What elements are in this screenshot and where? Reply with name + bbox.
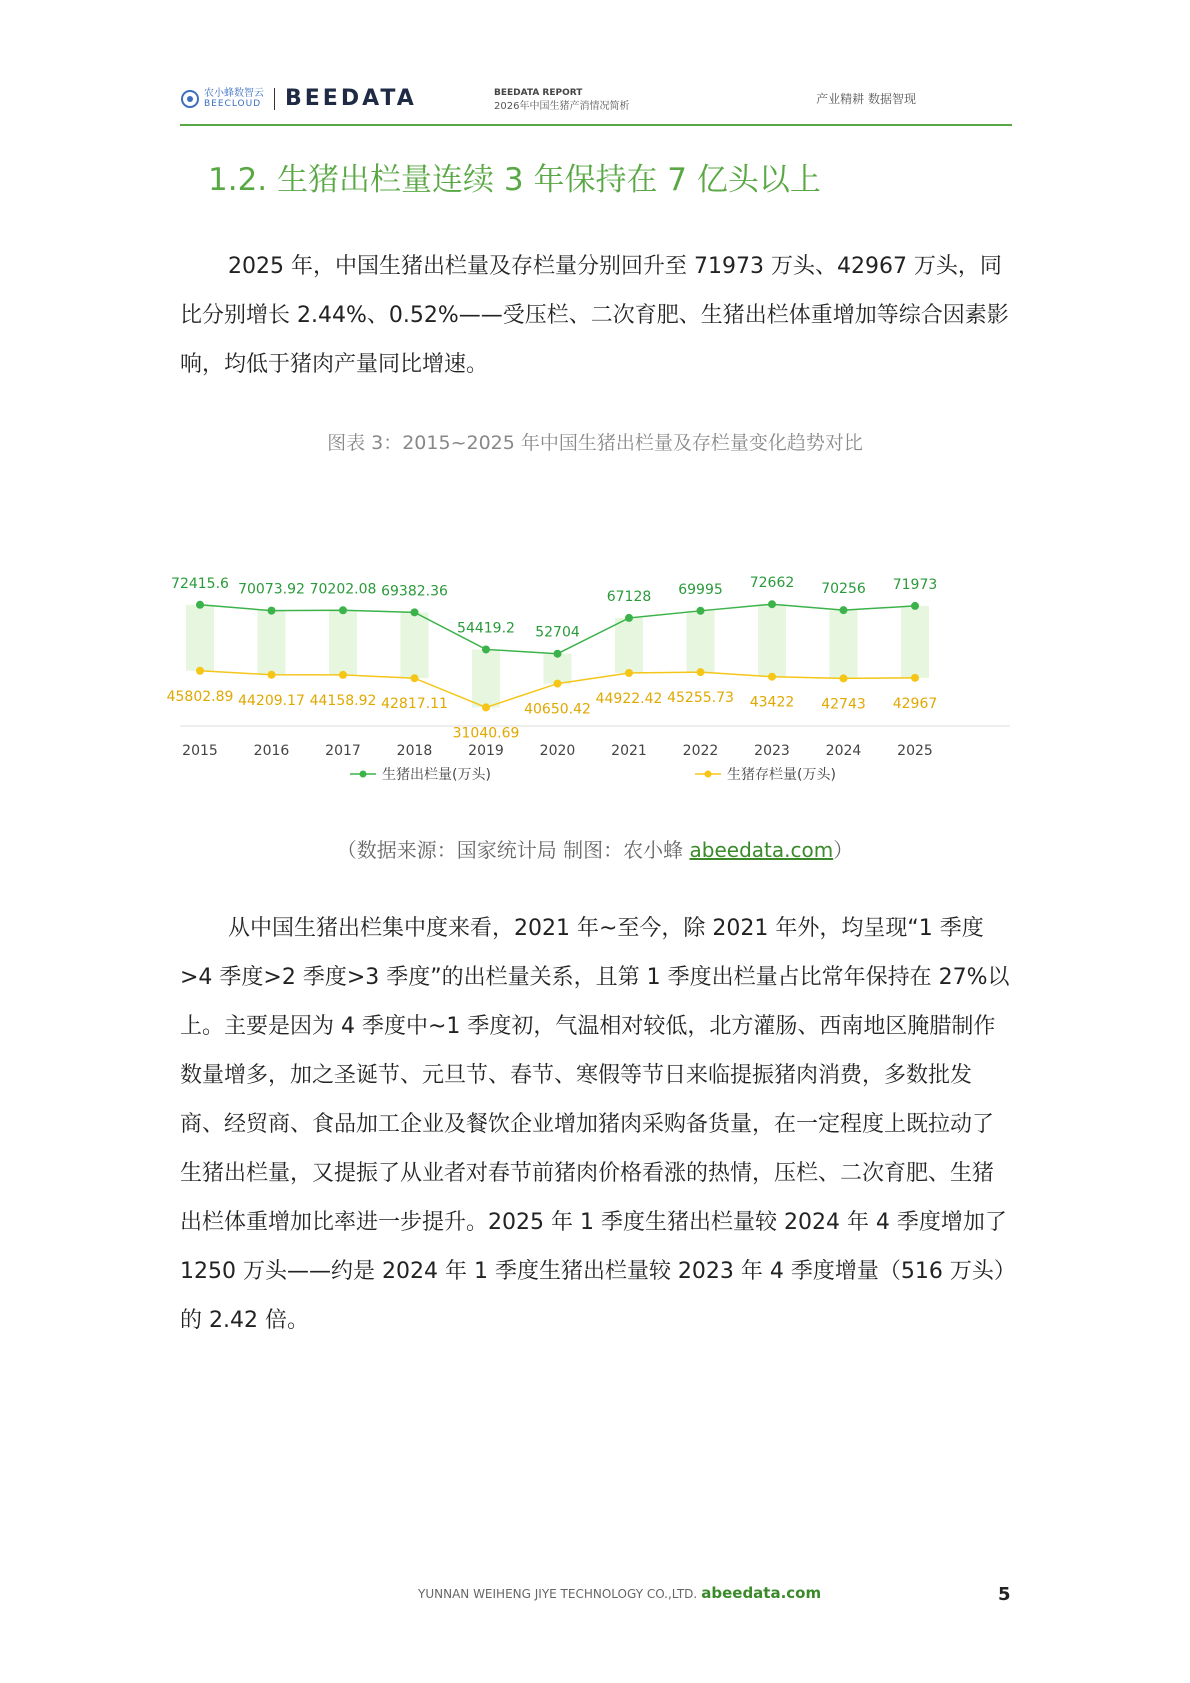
stock-data-label: 40650.42 bbox=[524, 701, 591, 718]
stock-data-label: 31040.69 bbox=[452, 725, 520, 742]
footer-site: abeedata.com bbox=[701, 1584, 822, 1602]
x-tick-label: 2022 bbox=[682, 743, 719, 759]
output-point bbox=[196, 601, 204, 609]
x-tick-label: 2025 bbox=[897, 743, 933, 759]
x-tick-label: 2019 bbox=[468, 743, 504, 759]
stock-data-label: 43422 bbox=[749, 694, 795, 711]
page-footer bbox=[418, 1584, 821, 1602]
stock-point bbox=[268, 671, 276, 679]
x-tick-label: 2023 bbox=[754, 743, 790, 759]
stock-point bbox=[911, 674, 919, 682]
output-point bbox=[840, 606, 848, 614]
source-suffix: ） bbox=[833, 838, 854, 862]
output-data-label: 54419.2 bbox=[457, 620, 515, 637]
output-data-label: 70202.08 bbox=[309, 581, 377, 598]
stock-data-label: 42967 bbox=[892, 695, 938, 712]
paragraph-2-text: 从中国生猪出栏集中度来看，2021 年~至今，除 2021 年外，均呈现“1 季度>4 季度>2 季度>3 季度”的出栏量关系，且第 1 季度出栏量占比常年保持在 27%以上。主要是因为 4 季度中~1 季度初，气温相对较低，北方灌肠、西南地区腌腊制作数量增多，加之圣诞节、元旦节、春节、寒假等节日来临提振猪肉消费，多数批发商、经贸商、食品加工企业及餐饮企业增加猪肉采购备货量，在一定程度上既拉动了生猪出栏量，又提振了从业者对春节前猪肉价格看涨的热情，压栏、二次育肥、生猪出栏体重增加比率进一步提升。2025 年 1 季度生猪出栏量较 2024 年 4 季度增加了 1250 万头——约是 2024 年 1 季度生猪出栏量较 2023 年 4 季度增量（516 万头）的 2.42 倍。 bbox=[180, 916, 1010, 1333]
range-bar bbox=[258, 611, 286, 675]
output-point bbox=[697, 607, 705, 615]
stock-point bbox=[840, 674, 848, 682]
chart-source bbox=[0, 834, 1190, 863]
footer-company: YUNNAN WEIHENG JIYE TECHNOLOGY CO.,LTD. bbox=[418, 1587, 698, 1601]
range-bar bbox=[472, 649, 500, 707]
range-bar bbox=[758, 604, 786, 677]
logo bbox=[180, 86, 417, 111]
output-point bbox=[411, 608, 419, 616]
x-tick-label: 2024 bbox=[825, 743, 862, 759]
paragraph-1 bbox=[180, 242, 1010, 389]
range-bar bbox=[186, 605, 214, 671]
logo-en-text: BEECLOUD bbox=[204, 98, 262, 109]
stock-point bbox=[196, 667, 204, 675]
stock-point bbox=[625, 669, 633, 677]
stock-data-label: 44922.42 bbox=[595, 690, 663, 707]
stock-data-label: 42817.11 bbox=[381, 696, 448, 713]
report-title-cn: 2026年中国生猪产消情况简析 bbox=[494, 101, 630, 112]
output-data-label: 70073.92 bbox=[238, 581, 305, 598]
report-title bbox=[494, 86, 629, 114]
paragraph-2 bbox=[180, 904, 1010, 1345]
range-bar bbox=[329, 610, 357, 675]
output-point bbox=[554, 650, 562, 658]
output-point bbox=[768, 600, 776, 608]
logo-cn-text: 农小蜂数智云 bbox=[204, 87, 264, 99]
output-point bbox=[482, 645, 490, 653]
output-data-label: 72415.6 bbox=[171, 575, 229, 592]
stock-point bbox=[768, 673, 776, 681]
brand-name: BEEDATA bbox=[285, 86, 417, 111]
range-bar bbox=[687, 611, 715, 672]
output-data-label: 52704 bbox=[535, 624, 580, 641]
legend-stock-label: 生猪存栏量(万头) bbox=[727, 767, 836, 783]
stock-point bbox=[697, 668, 705, 676]
logo-divider bbox=[274, 88, 275, 110]
chart-title: 图表 3：2015~2025 年中国生猪出栏量及存栏量变化趋势对比 bbox=[327, 432, 863, 454]
output-point bbox=[625, 614, 633, 622]
section-title: 1.2. 生猪出栏量连续 3 年保持在 7 亿头以上 bbox=[208, 162, 821, 198]
output-data-label: 72662 bbox=[749, 575, 795, 592]
range-bar bbox=[401, 612, 429, 678]
x-tick-label: 2016 bbox=[253, 743, 290, 759]
range-bar bbox=[544, 654, 572, 684]
header-slogan: 产业精耕 数据智现 bbox=[816, 92, 916, 106]
output-data-label: 67128 bbox=[606, 588, 652, 605]
output-data-label: 71973 bbox=[892, 576, 938, 593]
stock-point bbox=[482, 703, 490, 711]
stock-point bbox=[339, 671, 347, 679]
beecloud-logo-icon bbox=[180, 89, 200, 109]
source-prefix: （数据来源：国家统计局 制图：农小蜂 bbox=[336, 838, 690, 862]
output-data-label: 69995 bbox=[678, 581, 723, 598]
x-tick-label: 2020 bbox=[539, 743, 576, 759]
stock-data-label: 42743 bbox=[821, 696, 866, 713]
x-tick-label: 2018 bbox=[396, 743, 433, 759]
output-data-label: 70256 bbox=[821, 581, 866, 598]
x-tick-label: 2015 bbox=[182, 743, 218, 759]
paragraph-1-text: 2025 年，中国生猪出栏量及存栏量分别回升至 71973 万头、42967 万头，同比分别增长 2.44%、0.52%——受压栏、二次育肥、生猪出栏体重增加等综合因素影响，均低于猪肉产量同比增速。 bbox=[180, 254, 1009, 377]
output-point bbox=[339, 606, 347, 614]
stock-data-label: 45802.89 bbox=[166, 688, 234, 705]
output-data-label: 69382.36 bbox=[381, 583, 448, 600]
range-bar bbox=[830, 610, 858, 678]
legend-stock-swatch-dot bbox=[705, 771, 712, 778]
legend-output-label: 生猪出栏量(万头) bbox=[382, 767, 491, 783]
legend-output-swatch-dot bbox=[360, 771, 367, 778]
report-title-en: BEEDATA REPORT bbox=[494, 88, 583, 98]
x-tick-label: 2017 bbox=[325, 743, 361, 759]
output-point bbox=[911, 602, 919, 610]
range-bar bbox=[901, 606, 929, 678]
range-bar bbox=[615, 618, 643, 673]
page-header bbox=[180, 80, 1012, 126]
stock-data-label: 44158.92 bbox=[309, 692, 377, 709]
output-stock-chart bbox=[166, 490, 1010, 790]
page-number: 5 bbox=[998, 1584, 1011, 1605]
output-point bbox=[268, 607, 276, 615]
source-link[interactable]: abeedata.com bbox=[689, 838, 834, 862]
stock-point bbox=[554, 680, 562, 688]
stock-data-label: 44209.17 bbox=[238, 692, 305, 709]
stock-point bbox=[411, 674, 419, 682]
x-tick-label: 2021 bbox=[611, 743, 647, 759]
stock-data-label: 45255.73 bbox=[667, 690, 734, 707]
